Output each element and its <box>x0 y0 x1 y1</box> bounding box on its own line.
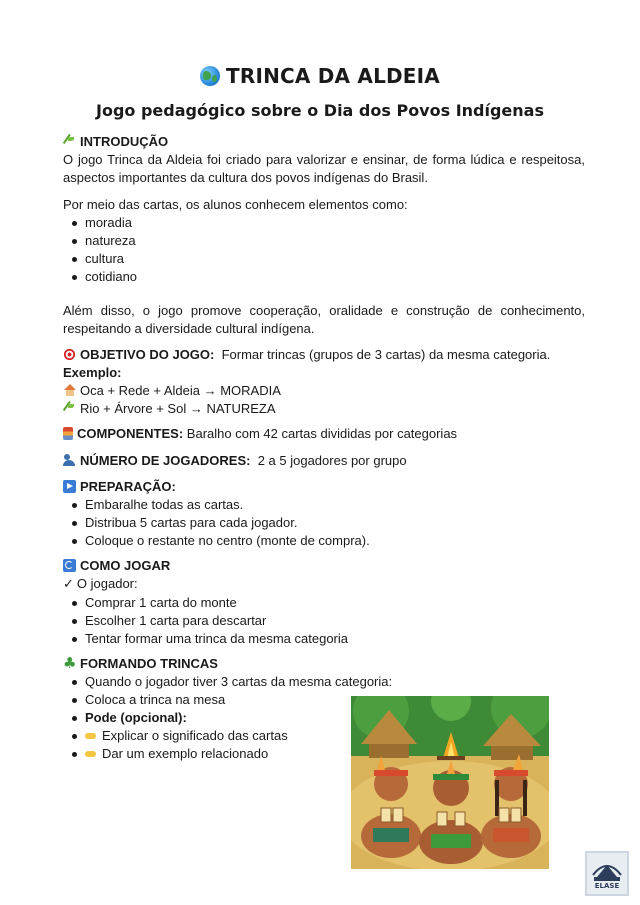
list-item: moradia <box>85 214 585 232</box>
children-playing-cards-illustration <box>351 696 549 869</box>
example-line-1: Oca + Rede + Aldeia → MORADIA <box>63 382 585 400</box>
play-icon <box>63 480 76 493</box>
intro-paragraph-2: Por meio das cartas, os alunos conhecem elementos como: <box>63 197 408 212</box>
list-item: Tentar formar uma trinca da mesma categoria <box>85 630 585 648</box>
objective-section <box>63 346 585 418</box>
list-item: cotidiano <box>85 268 585 286</box>
list-item: Coloque o restante no centro (monte de compra). <box>85 532 585 550</box>
intro-section <box>63 133 585 187</box>
list-item: Distribua 5 cartas para cada jogador. <box>85 514 585 532</box>
preparation-section: PREPARAÇÃO: Embaralhe todas as cartas. Distribua 5 cartas para cada jogador. Coloque o restante no centro (monte de compra). <box>63 478 585 550</box>
globe-icon <box>200 66 220 86</box>
preparation-list <box>63 496 585 550</box>
howto-list <box>63 594 585 648</box>
cycle-icon <box>63 559 76 572</box>
list-item: Explicar o significado das cartas <box>85 727 585 745</box>
pointing-hand-icon <box>85 747 98 760</box>
players-value: 2 a 5 jogadores por grupo <box>257 453 407 468</box>
totem-icon <box>63 427 73 440</box>
players-section: NÚMERO DE JOGADORES: 2 a 5 jogadores por grupo <box>63 452 585 470</box>
example-label: Exemplo: <box>63 365 122 380</box>
forming-section: ♣FORMANDO TRINCAS Quando o jogador tiver 3 cartas da mesma categoria: Coloca a trinca na mesa Pode (opcional): Explicar o significado das cartas Dar um exemplo relacionado <box>63 655 585 763</box>
components-value: Baralho com 42 cartas divididas por categorias <box>186 426 458 441</box>
howto-intro: ✓ O jogador: <box>63 576 138 592</box>
list-item: Coloca a trinca na mesa <box>85 691 585 709</box>
howto-section: COMO JOGAR ✓ O jogador: Comprar 1 carta do monte Escolher 1 carta para descartar Tentar formar uma trinca da mesma categoria <box>63 557 585 648</box>
intro-paragraph-3: Além disso, o jogo promove cooperação, oralidade e construção de conhecimento, respeitando a diversidade cultural indígena. <box>63 303 585 336</box>
list-item: Comprar 1 carta do monte <box>85 594 585 612</box>
herb-icon <box>63 402 76 415</box>
clover-icon <box>63 657 76 670</box>
intro-paragraph-1: O jogo Trinca da Aldeia foi criado para valorizar e ensinar, de forma lúdica e respeitosa, aspectos importantes da cultura dos povos indígenas do Brasil. <box>63 152 585 185</box>
components-section: COMPONENTES: Baralho com 42 cartas divididas por categorias <box>63 425 585 443</box>
objective-heading: OBJETIVO DO JOGO: Formar trincas (grupos de 3 cartas) da mesma categoria. <box>63 346 585 364</box>
publisher-logo <box>585 851 629 896</box>
house-icon <box>63 384 76 397</box>
intro-list <box>63 214 585 286</box>
list-item: Quando o jogador tiver 3 cartas da mesma categoria: <box>85 673 585 691</box>
intro-heading: INTRODUÇÃO <box>63 133 585 151</box>
target-icon <box>63 348 76 361</box>
document-title: TRINCA DA ALDEIA <box>0 64 640 88</box>
people-icon <box>63 454 76 467</box>
logo-text: ELASE <box>594 882 620 890</box>
list-item: Pode (opcional): <box>85 709 585 727</box>
list-item: Embaralhe todas as cartas. <box>85 496 585 514</box>
list-item: Escolher 1 carta para descartar <box>85 612 585 630</box>
list-item: Dar um exemplo relacionado <box>85 745 585 763</box>
check-icon: ✓ <box>63 577 74 592</box>
objective-value: Formar trincas (grupos de 3 cartas) da mesma categoria. <box>221 347 551 362</box>
list-item: cultura <box>85 250 585 268</box>
document-subtitle: Jogo pedagógico sobre o Dia dos Povos Indígenas <box>96 101 544 120</box>
pointing-hand-icon <box>85 729 98 742</box>
list-item: natureza <box>85 232 585 250</box>
herb-icon <box>63 135 76 148</box>
intro-list-block <box>63 196 585 286</box>
example-line-2: Rio + Árvore + Sol → NATUREZA <box>63 400 585 418</box>
